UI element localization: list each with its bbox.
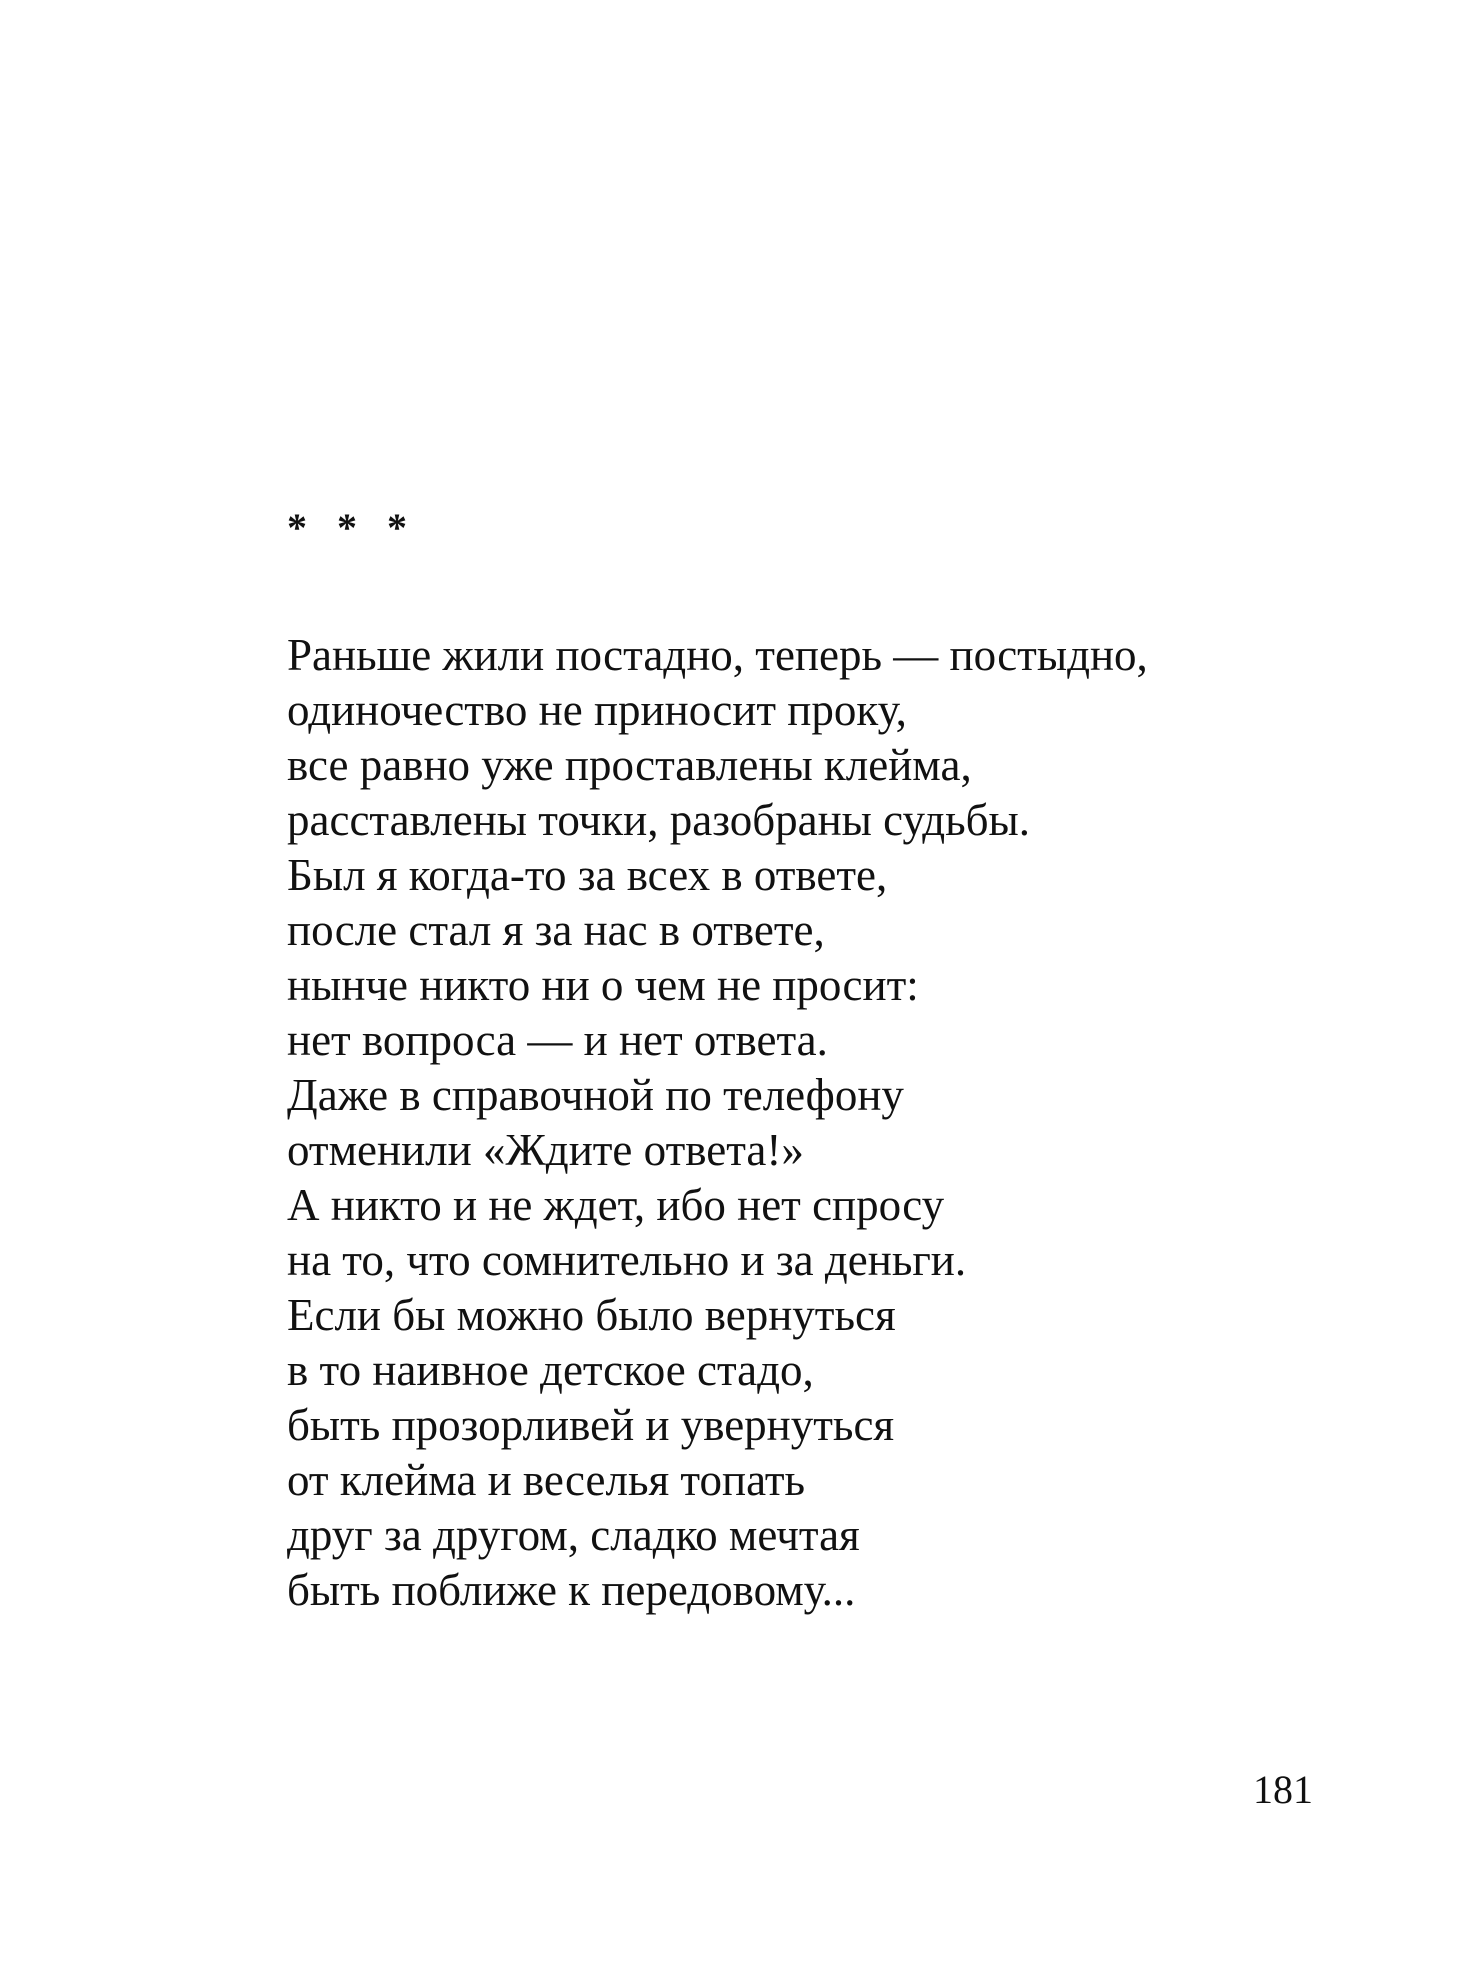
poem-line: в то наивное детское стадо,: [287, 1345, 814, 1395]
section-separator: * * *: [287, 505, 417, 550]
poem-line: на то, что сомнительно и за деньги.: [287, 1235, 967, 1285]
page-number: 181: [1253, 1767, 1313, 1812]
poem-line: все равно уже проставлены клейма,: [287, 740, 972, 790]
poem-line: после стал я за нас в ответе,: [287, 905, 825, 955]
poem-line: расставлены точки, разобраны судьбы.: [287, 795, 1031, 845]
poem-line: Даже в справочной по телефону: [287, 1070, 904, 1120]
poem-line: Раньше жили постадно, теперь — постыдно,: [287, 630, 1148, 680]
poem-line: отменили «Ждите ответа!»: [287, 1125, 804, 1175]
poem-line: друг за другом, сладко мечтая: [287, 1510, 860, 1560]
poem-line: Был я когда-то за всех в ответе,: [287, 850, 888, 900]
poem-line: А никто и не ждет, ибо нет спросу: [287, 1180, 945, 1230]
poem-line: нет вопроса — и нет ответа.: [287, 1015, 828, 1065]
poem-line: от клейма и веселья топать: [287, 1455, 806, 1505]
poem: [287, 628, 1148, 1618]
poem-line: Если бы можно было вернуться: [287, 1290, 896, 1340]
poem-line: быть прозорливей и увернуться: [287, 1400, 895, 1450]
poem-line: нынче никто ни о чем не просит:: [287, 960, 919, 1010]
poem-line: быть поближе к передовому...: [287, 1565, 856, 1615]
poem-line: одиночество не приносит проку,: [287, 685, 907, 735]
